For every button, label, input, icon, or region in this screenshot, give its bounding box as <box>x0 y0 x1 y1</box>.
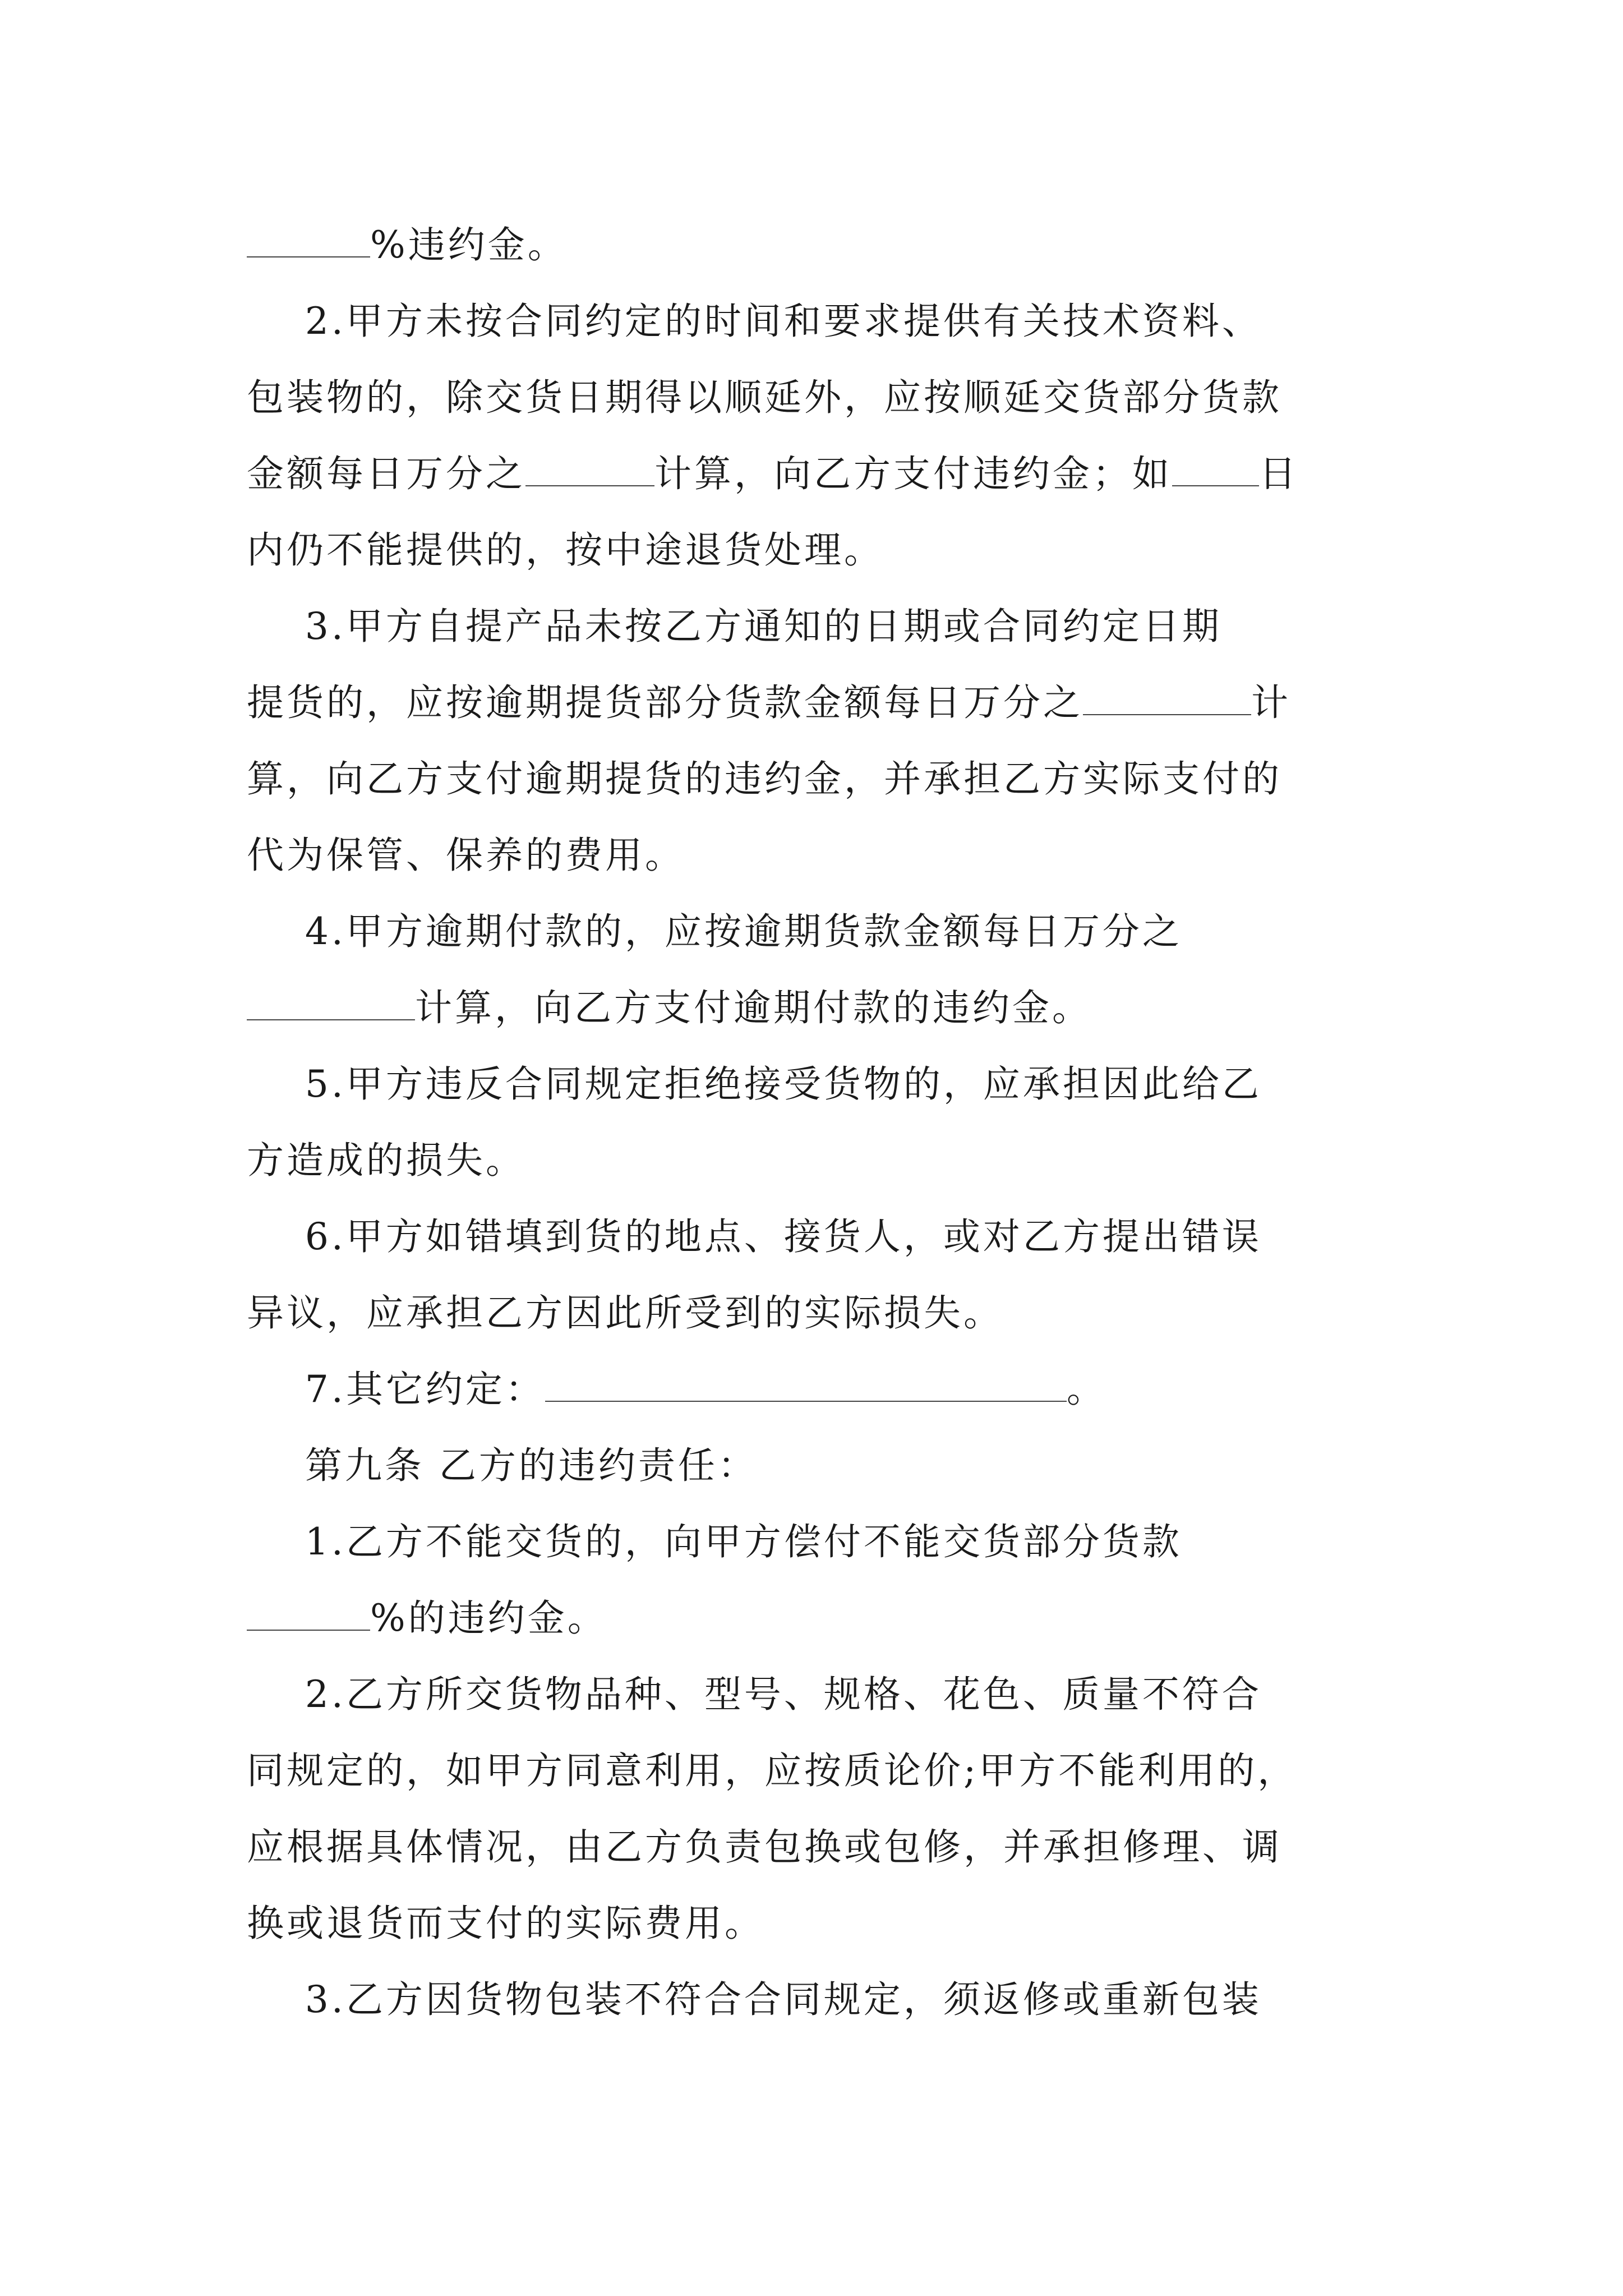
text-line: 异议，应承担乙方因此所受到的实际损失。 <box>247 1291 1003 1335</box>
text-line: 提货的，应按逾期提货部分货款金额每日万分之 计 <box>247 678 1291 728</box>
text-line: 2.乙方所交货物品种、型号、规格、花色、质量不符合 <box>247 1673 1262 1716</box>
fill-blank <box>525 450 654 486</box>
text-line: 6.甲方如错填到货的地点、接货人，或对乙方提出错误 <box>247 1215 1262 1258</box>
text-line: 同规定的，如甲方同意利用，应按质论价;甲方不能利用的， <box>247 1749 1298 1792</box>
text-line: 应根据具体情况，由乙方负责包换或包修，并承担修理、调 <box>247 1825 1282 1869</box>
section-heading: 第九条 乙方的违约责任： <box>247 1444 758 1487</box>
fill-blank <box>247 1595 370 1631</box>
text-line: 5.甲方违反合同规定拒绝接受货物的，应承担因此给乙 <box>247 1062 1262 1106</box>
text-line: 包装物的，除交货日期得以顺延外，应按顺延交货部分货款 <box>247 376 1282 419</box>
text-line: 方造成的损失。 <box>247 1139 525 1182</box>
text-line: 4.甲方逾期付款的，应按逾期货款金额每日万分之 <box>247 910 1182 953</box>
text-line: 金额每日万分之 计算，向乙方支付违约金；如 日 <box>247 449 1299 499</box>
text-line: 1.乙方不能交货的，向甲方偿付不能交货部分货款 <box>247 1520 1182 1563</box>
fill-blank <box>1083 679 1251 715</box>
text-line: 2.甲方未按合同约定的时间和要求提供有关技术资料、 <box>247 300 1262 343</box>
text-line: 3.甲方自提产品未按乙方通知的日期或合同约定日期 <box>247 605 1222 648</box>
text-line: 换或退货而支付的实际费用。 <box>247 1902 764 1945</box>
text-line: 算，向乙方支付逾期提货的违约金，并承担乙方实际支付的 <box>247 757 1282 800</box>
text-line: 3.乙方因货物包装不符合合同规定，须返修或重新包装 <box>247 1978 1262 2021</box>
text-line: 7.其它约定： 。 <box>247 1364 1106 1415</box>
text-line: 计算，向乙方支付逾期付款的违约金。 <box>247 983 1092 1033</box>
fill-blank <box>1172 450 1259 486</box>
fill-blank <box>247 984 415 1020</box>
fill-blank <box>247 222 370 257</box>
text-line: 代为保管、保养的费用。 <box>247 834 685 877</box>
fill-blank <box>545 1366 1067 1402</box>
text-line: 内仍不能提供的，按中途退货处理。 <box>247 528 884 572</box>
text-line: %违约金。 <box>247 220 568 270</box>
text-line: %的违约金。 <box>247 1593 607 1644</box>
